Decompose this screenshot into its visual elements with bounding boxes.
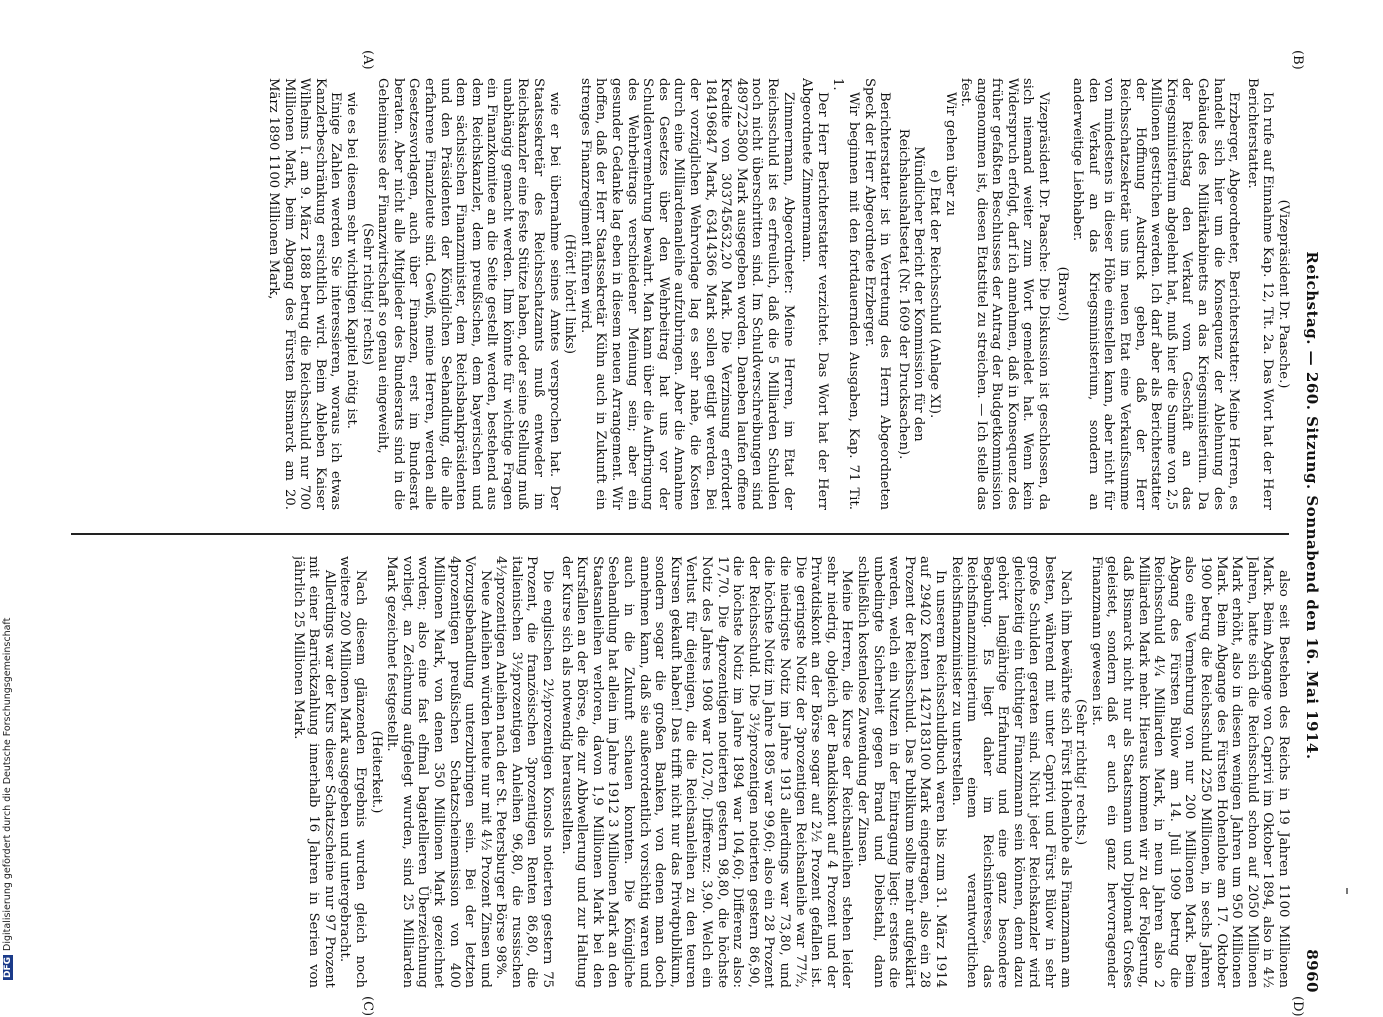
paragraph: also seit Bestehen des Reichs in 19 Jahren 1100 Millionen Mark. Beim Abgange von Caprivi im Oktober 1894, also in 4½ Jahren, hatte sich die Reichsschuld schon auf 2050 Millionen Mark erhöht, also in diesen wenigen Jahren um 950 Millionen Mark. Beim Abgange des Fürsten Hohenlohe am 17. Oktober 1900 betrug die Reichsschuld 2250 Millionen, in sechs Jahren also eine Vermehrung von nur 200 Millionen Mark. Beim Abgang des Fürsten Bülow am 14. Juli 1909 betrug die Reichsschuld 4¼ Milliarden Mark, in neun Jahren also 2 Milliarden Mark mehr. Hieraus kommen wir zu der Folgerung, daß Bismarck nicht nur als Staatsmann und Diplomat Großes geleistet, sondern daß er auch ein ganz hervorragender Finanzmann gewesen ist. (1088, 556, 1291, 988)
running-title: Reichstag. — 260. Sitzung. Sonnabend den 16. Mai 1914. (1303, 251, 1321, 760)
margin-marker-b: (B) (1290, 50, 1305, 70)
paragraph: Der Herr Berichterstatter verzichtet. Das Wort hat der Herr Abgeordnete Zimmermann. (799, 78, 830, 510)
paragraph: Zimmermann, Abgeordneter: Meine Herren, im Etat der Reichsschuld ist es erfreulich, daß die 5 Milliarden Schulden noch nicht überschritten sind. Im Schuldverschreibungen sind 4897225800 Mark ausgegeben worden. Daneben laufen offene Kredite von 303745632,20 Mark. Die Verzinsung erfordert 184196847 Mark, 63414366 Mark sollen getilgt werden. Bei der vorzüglichen Wehrvorlage lag es sehr nahe, die Kosten durch eine Milliardenanleihe aufzubringen. Aber die Annahme des Gesetzes über den Wehrbeitrag hat uns vor der Schuldenvermehrung bewahrt. Man kann über die Aufbringung des Wehrbeitrags verschiedener Meinung sein; aber ein gesunder Gedanke lag eben in diesem neuen Arrangement. Wir hoffen, daß der Herr Staatssekretär Kühn auch in Zukunft ein strenges Finanzregiment führen wird. (577, 78, 796, 510)
paragraph: Nach ihm bewährte sich Fürst Hohenlohe als Finanzmann am besten, während mit unter Caprivi und Fürst Bülow in sehr große Schulden geraten sind. Nicht jeder Reichskanzler wird gleichzeitig ein tüchtiger Finanzmann sein können, denn dazu gehört langjährige Erfahrung und eine ganz besondere Begabung. Es liegt daher im Reichsinteresse, das Reichsfinanzministerium einem verantwortlichen Reichsfinanzminister zu unterstellen. (948, 556, 1073, 988)
paragraph: Neue Anleihen würden heute nur mit 4½ Prozent Zinsen und Vorzugsbehandlung unterzubringen sein. Bei der letzten 4prozentigen preußischen Schatzscheinemission von 400 Millionen Mark, von denen 350 Millionen Mark gezeichnet worden; also eine fast elfmal bagatellieren Überzeichnung vorliegt, an Zeichnung aufgelegt wurden, sind 25 Milliarden Mark gezeichnet festgestellt. (384, 556, 493, 988)
interjection: (Sehr richtig! rechts.) (1073, 698, 1089, 846)
interjection: (Bravo!) (1054, 266, 1070, 322)
margin-marker-c: (C) (360, 996, 375, 1017)
margin-marker-a: (A) (360, 50, 375, 70)
rotated-page-content (65, 50, 1325, 1017)
paragraph: Wir gehen über zu (942, 92, 958, 216)
column-divider (71, 533, 1289, 535)
speaker-context: (Vizepräsident Dr. Paasche.) (1276, 199, 1291, 389)
paragraph: Wir beginnen mit den fortdauernden Ausgaben, Kap. 71 Tit. 1. (830, 78, 861, 510)
digitization-credit (2, 0, 13, 980)
scan-mark (1346, 888, 1348, 894)
paragraph: Nach diesem glänzenden Ergebnis wurden gleich noch weitere 200 Millionen Mark ausgegeben und untergebracht. (337, 556, 368, 988)
paragraph: wie es bei diesem sehr wichtigen Kapitel nötig ist. (343, 92, 359, 429)
page-number: 8960 (1303, 949, 1321, 993)
interjection: (Heiterkeit.) (368, 730, 384, 814)
dfg-logo: DFG (3, 956, 13, 978)
running-header (1295, 78, 1325, 993)
right-column (71, 556, 1291, 988)
paragraph: Vizepräsident Dr. Paasche: Die Diskussion ist geschlossen, da sich niemand weiter zum Wort gemeldet hat. Wenn kein Widerspruch erfolgt, darf ich annehmen, daß in Konsequenz des früher gefaßten Beschlusses der Antrag der Budgetkommission angenommen ist, diesen Etatstitel zu streichen. — Ich stelle das fest. (958, 78, 1052, 510)
paragraph: wie er bei übernahme seines Amtes versprochen hat. Der Staatssekretär des Reichsschatzamts muß entweder im Reichskanzler eine feste Stütze haben, oder seine Stellung muß unabhängig gemacht werden. Ihm könnte für wichtige Fragen ein Finanzkomitee an die Seite gestellt werden, bestehend aus dem Reichskanzler, dem preußischen, dem bayerischen und dem sächsischen Finanzminister, dem Reichsbankpräsidenten und den Präsidenten der Königlichen Seehandlung, die alle erfahrene Finanzleute sind. Gewiß, meine Herren, werden alle Gesetzesvorlagen, auch über Finanzen, erst im Bundesrat beraten. Aber nicht alle Mitglieder des Bundesrats sind in die Geheimnisse der Finanzwirtschaft so genau eingeweiht, (375, 78, 562, 510)
paragraph: Die englischen 2½prozentigen Konsols notierten gestern 75 Prozent, die französischen 3prozentigen Renten 86,80, die italienischen 3½prozentigen Anleihen 96,80, die russischen 4½prozentigen Anleihen nach der St. Petersburger Börse 98%. (493, 556, 556, 988)
paragraph: Berichterstatter ist in Vertretung des Herrn Abgeordneten Speck der Herr Abgeordnete Erzberger. (861, 78, 893, 510)
left-column (71, 78, 1291, 510)
paragraph: Allerdings war der Kurs dieser Schatzscheine nur 97 Prozent mit einer Barrückzahlung innerhalb 16 Jahren in Serien von jährlich 25 Millionen Mark. (290, 556, 337, 988)
paragraph: Ich rufe auf Einnahme Kap. 12, Tit. 2a. Das Wort hat der Herr Berichterstatter. (1244, 78, 1276, 510)
digitization-credit-text: Digitalisierung gefördert durch die Deutsche Forschungsgemeinschaft (2, 617, 13, 951)
paragraph: In unserem Reichsschuldbuch waren bis zum 31. März 1914 auf 29402 Konten 1427183100 Mark eingetragen, also ein 28 Prozent der Reichsschuld. Das Publikum sollte mehr aufgeklärt werden, welch ein Nutzen in der Eintragung liegt: erstens die unbedingte Sicherheit gegen Brand und Diebstahl, dann schließlich kostenlose Zuwendung der Zinsen. (854, 556, 948, 988)
interjection: (Sehr richtig! rechts) (359, 222, 375, 366)
paragraph: Erzberger, Abgeordneter, Berichterstatter: Meine Herren, es handelt sich hier um die Konsequenz der Ablehnung des Gebäudes des Militärkabinetts an das Kriegsministerium. Da der Reichstag den Verkauf vom Geschäft an das Kriegsministerium abgelehnt hat, muß hier die Summe von 2,5 Millionen gestrichen werden. Ich darf aber als Berichterstatter der Hoffnung Ausdruck geben, daß der Herr Reichsschatzsekretär uns im neuen Etat eine Verkaufssumme von mindestens in dieser Höhe einstellen kann, aber nicht für den Verkauf an das Kriegsministerium, sondern an anderweitige Liebhaber. (1070, 78, 1242, 510)
paragraph: Einige Zahlen werden Sie interessieren, woraus ich etwas Kanzlerbeschränkung ersichtlich wird. Beim Ableben Kaiser Wilhelms I. am 9. März 1888 betrug die Reichsschuld nur 700 Millionen Mark, beim Abgang des Fürsten Bismarck am 20. März 1890 1100 Millionen Mark, (266, 78, 344, 510)
interjection: (Hört! hört! links) (562, 233, 578, 355)
agenda-item: e) Etat der Reichsschuld (Anlage XI). (926, 169, 942, 419)
margin-marker-d: (D) (1290, 996, 1305, 1017)
paragraph: Meine Herren, die Kurse der Reichsanleihen stehen leider sehr niedrig, obgleich der Bankdiskont auf 4 Prozent und der Privatdiskont an der Börse sogar auf 2½ Prozent gefallen ist. Die geringste Notiz der 3prozentigen Reichsanleihe war 77½, die niedrigste Notiz im Jahre 1913 allerdings war 73,80, und die höchste Notiz im Jahre 1895 war 99,60; also ein 28 Prozent der Reichsschuld. Die 3½prozentigen notierten gestern 86,90, die höchste Notiz im Jahre 1894 war 104,60; Differenz also: 17,70. Die 4prozentigen notierten gestern 98,80, die höchste Notiz des Jahres 1908 war 102,70; Differenz: 3,90. Welch ein Verlust für diejenigen, die die Reichsanleihen zu den teuren Kursen gekauft haben! Das trifft nicht nur das Privatpublikum, sondern sogar die großen Banken, von denen man doch annehmen kann, daß sie außerordentlich vorsichtig waren und auch in die Zukunft schauen konnten. Die Königliche Seehandlung hat allein im Jahre 1912 3 Millionen Mark an den Staatsanleihen verloren, davon 1,9 Millionen Mark bei den Kursfallen an der Börse, die zur Abbwellerung und zur Haltung der Kurse sich als notwendig herausstellten. (558, 556, 855, 988)
agenda-subtitle: Mündlicher Bericht der Kommission für den Reichshaushaltsetat (Nr. 1609 der Drucksachen). (895, 128, 927, 460)
